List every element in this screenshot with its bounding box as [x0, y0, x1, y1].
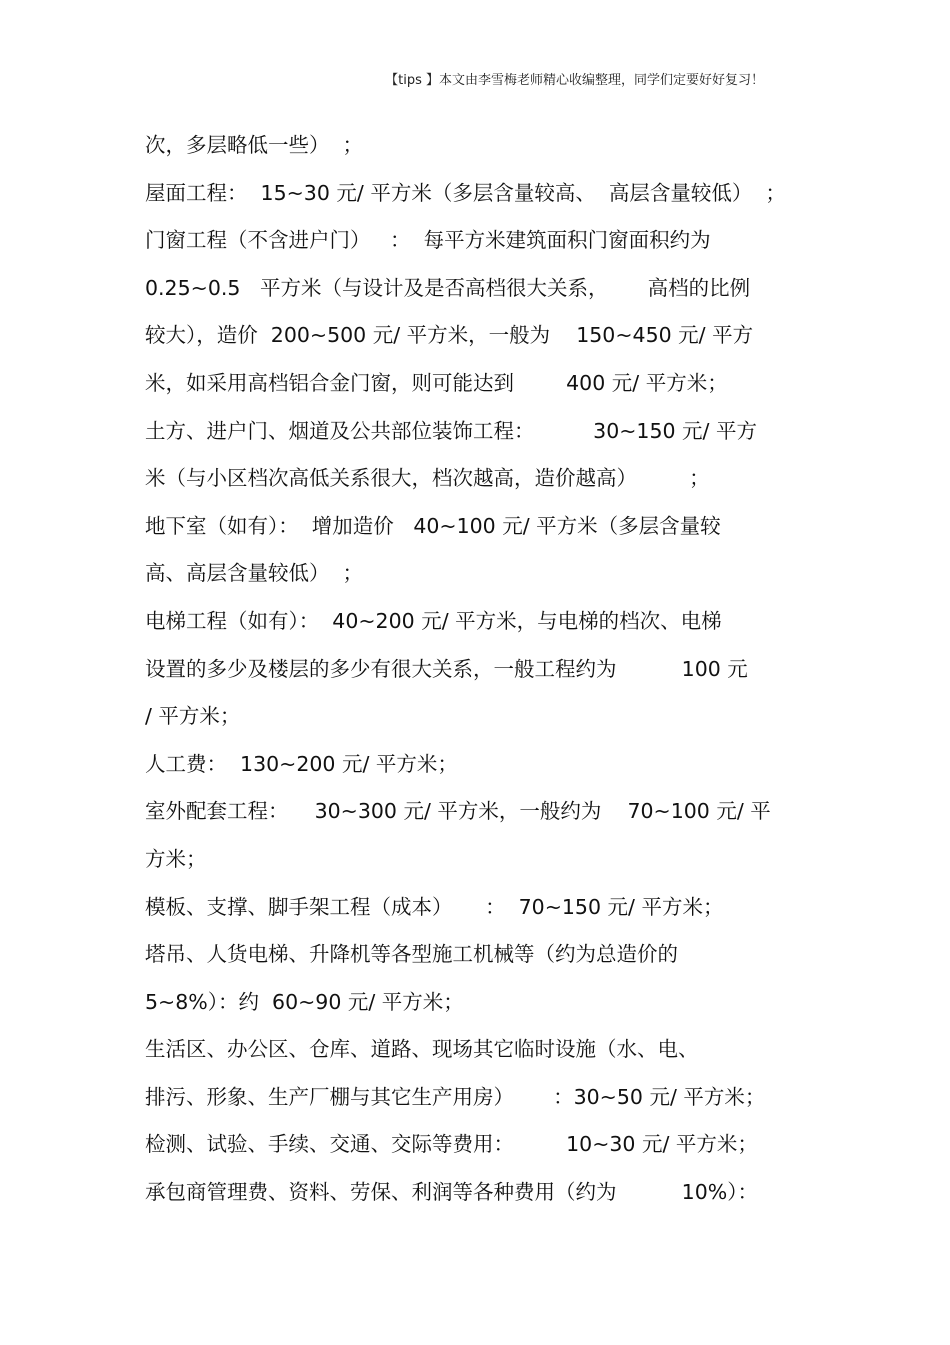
text-line: 地下室（如有）： 增加造价 40~100 元/ 平方米（多层含量较 [145, 513, 721, 538]
text-line: / 平方米； [145, 704, 241, 729]
text-line: 承包商管理费、资料、劳保、利润等各种费用（约为 10%）： [145, 1180, 758, 1205]
text-line: 屋面工程： 15~30 元/ 平方米（多层含量较高、 高层含量较低） ； [145, 180, 786, 205]
header-tips: 【tips 】本文由李雪梅老师精心收编整理，同学们定要好好复习！ [385, 73, 764, 88]
text-line: 设置的多少及楼层的多少有很大关系，一般工程约为 100 元 [145, 656, 748, 681]
text-line: 次，多层略低一些） ； [145, 133, 364, 157]
text-line: 检测、试验、手续、交通、交际等费用： 10~30 元/ 平方米； [145, 1132, 758, 1157]
document-body [145, 122, 815, 1217]
text-line: 人工费： 130~200 元/ 平方米； [145, 751, 458, 776]
text-line: 生活区、办公区、仓库、道路、现场其它临时设施（水、电、 [145, 1037, 699, 1062]
text-line: 室外配套工程： 30~300 元/ 平方米，一般约为 70~100 元/ 平 [145, 799, 771, 824]
text-line: 米（与小区档次高低关系很大，档次越高，造价越高） ； [145, 466, 710, 491]
text-line: 高、高层含量较低） ； [145, 561, 364, 586]
text-line: 较大），造价 200~500 元/ 平方米，一般为 150~450 元/ 平方 [145, 323, 754, 348]
text-line: 塔吊、人货电梯、升降机等各型施工机械等（约为总造价的 [145, 942, 678, 967]
text-line: 模板、支撑、脚手架工程（成本） ： 70~150 元/ 平方米； [145, 894, 724, 919]
text-line: 土方、进户门、烟道及公共部位装饰工程： 30~150 元/ 平方 [145, 418, 757, 443]
text-line: 0.25~0.5 平方米（与设计及是否高档很大关系， 高档的比例 [145, 275, 751, 300]
text-line: 方米； [145, 846, 207, 871]
text-line: 排污、形象、生产厂棚与其它生产用房） ：30~50 元/ 平方米； [145, 1084, 766, 1109]
text-line: 5~8%）：约 60~90 元/ 平方米； [145, 989, 464, 1014]
text-line: 电梯工程（如有）： 40~200 元/ 平方米，与电梯的档次、电梯 [145, 608, 722, 633]
text-line: 米，如采用高档铝合金门窗，则可能达到 400 元/ 平方米； [145, 370, 728, 395]
text-line: 门窗工程（不含进户门） ： 每平方米建筑面积门窗面积约为 [145, 228, 711, 253]
